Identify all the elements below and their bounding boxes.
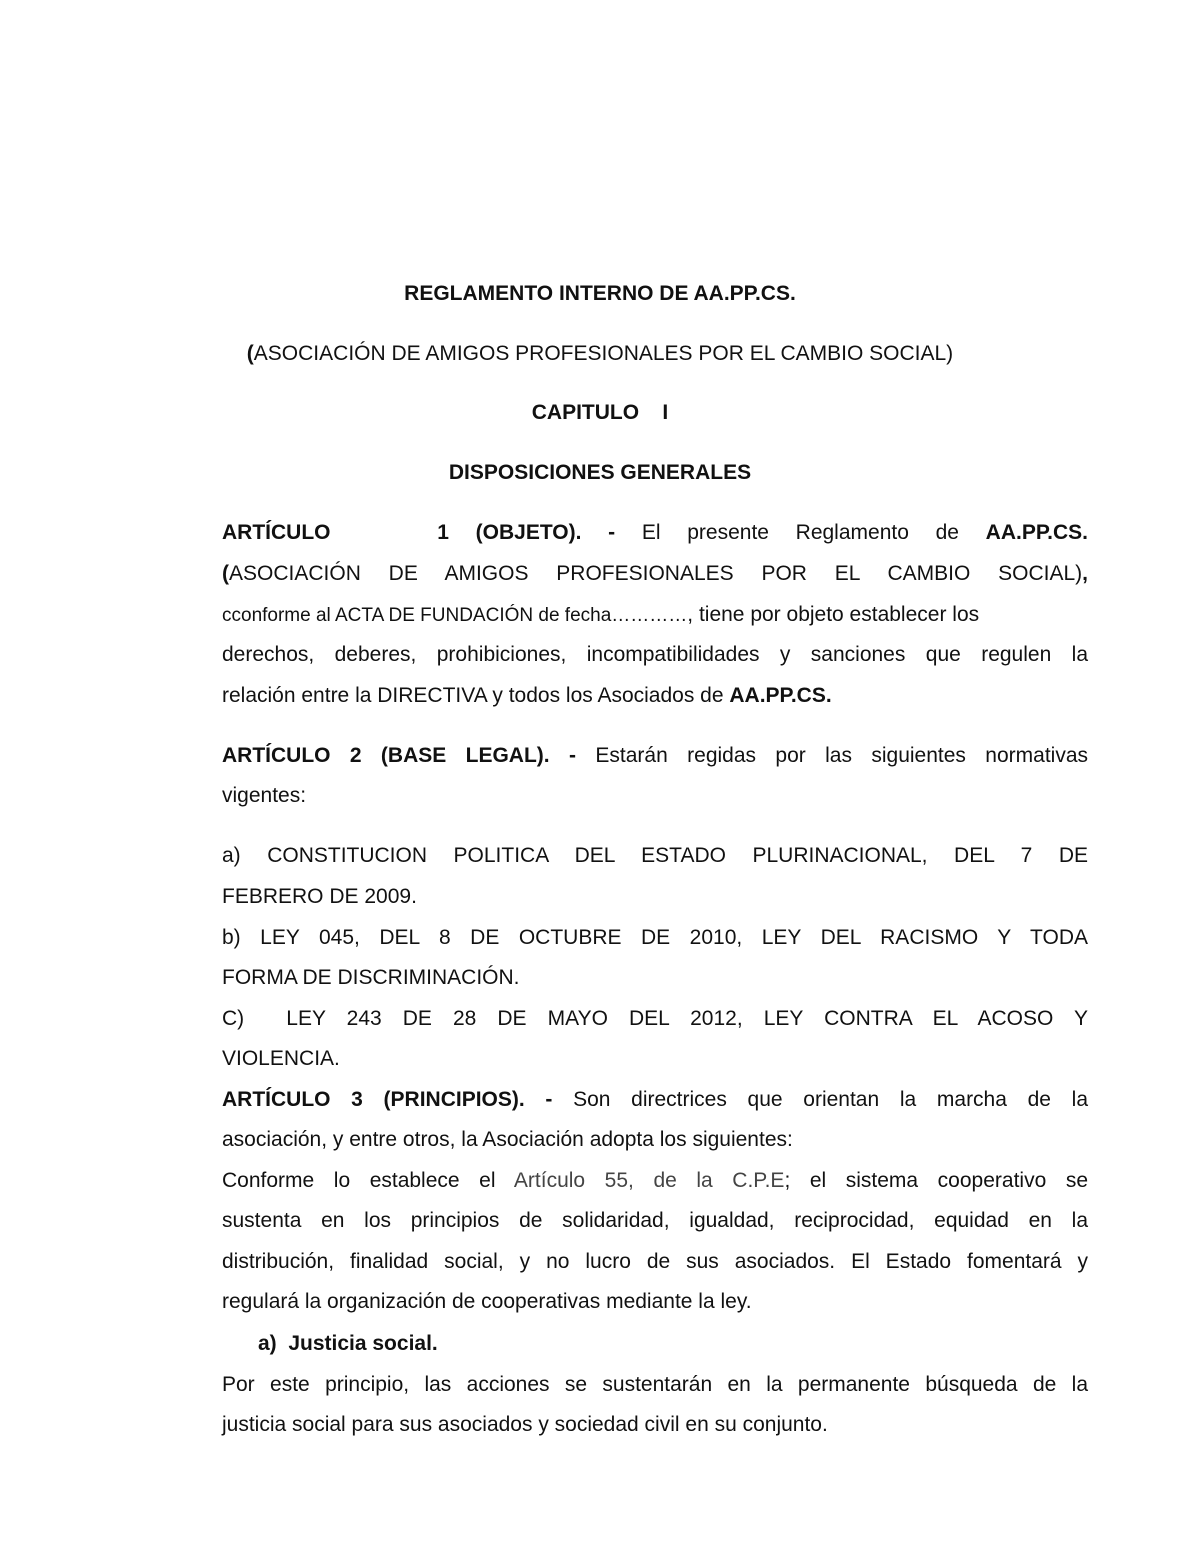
cpe-paragraph-line-2: sustenta en los principios de solidaridad, igualdad, reciprocidad, equidad en la: [222, 1209, 1088, 1232]
article-1-line-2: (ASOCIACIÓN DE AMIGOS PROFESIONALES POR EL CAMBIO SOCIAL),: [222, 562, 1088, 585]
cpe-paragraph-line-1: Conforme lo establece el Artículo 55, de la C.P.E; el sistema cooperativo se: [222, 1169, 1088, 1192]
article-3-line-1: ARTÍCULO 3 (PRINCIPIOS). - Son directrices que orientan la marcha de la: [222, 1088, 1089, 1111]
principle-a-line-2: justicia social para sus asociados y sociedad civil en su conjunto.: [222, 1413, 828, 1436]
article-1-line-1: ARTÍCULO 1 (OBJETO). - El presente Reglamento de AA.PP.CS.: [222, 521, 1088, 544]
principle-a-line-1: Por este principio, las acciones se sustentarán en la permanente búsqueda de la: [222, 1373, 1088, 1396]
article-2-line-2: vigentes:: [222, 784, 307, 807]
document-title: REGLAMENTO INTERNO DE AA.PP.CS.: [404, 282, 796, 305]
legal-item-c-line-2: VIOLENCIA.: [222, 1047, 340, 1070]
legal-item-a-line-1: a) CONSTITUCION POLITICA DEL ESTADO PLURINACIONAL, DEL 7 DE: [222, 844, 1088, 867]
legal-item-b-line-1: b) LEY 045, DEL 8 DE OCTUBRE DE 2010, LEY DEL RACISMO Y TODA: [222, 926, 1088, 949]
legal-item-b-line-2: FORMA DE DISCRIMINACIÓN.: [222, 966, 520, 989]
cpe-article-reference: Artículo 55, de la C.P.E: [513, 1169, 785, 1192]
article-2-line-1: ARTÍCULO 2 (BASE LEGAL). - Estarán regidas por las siguientes normativas: [222, 744, 1089, 767]
legal-item-c-line-1: C) LEY 243 DE 28 DE MAYO DEL 2012, LEY CONTRA EL ACOSO Y: [222, 1007, 1088, 1030]
cpe-paragraph-line-4: regulará la organización de cooperativas mediante la ley.: [222, 1290, 752, 1313]
document-subtitle: (ASOCIACIÓN DE AMIGOS PROFESIONALES POR EL CAMBIO SOCIAL): [246, 342, 954, 365]
article-1-line-4: derechos, deberes, prohibiciones, incompatibilidades y sanciones que regulen la: [222, 643, 1088, 666]
article-3-line-2: asociación, y entre otros, la Asociación adopta los siguientes:: [222, 1128, 793, 1151]
cpe-paragraph-line-3: distribución, finalidad social, y no lucro de sus asociados. El Estado fomentará y: [222, 1250, 1088, 1273]
legal-item-a-line-2: FEBRERO DE 2009.: [222, 885, 417, 908]
article-1-line-5: relación entre la DIRECTIVA y todos los Asociados de AA.PP.CS.: [222, 684, 832, 707]
section-heading: DISPOSICIONES GENERALES: [448, 461, 752, 484]
article-1-line-3: cconforme al ACTA DE FUNDACIÓN de fecha…………, tiene por objeto establecer los: [222, 603, 980, 626]
chapter-heading: CAPITULO I: [531, 401, 669, 424]
principle-a-heading: a) Justicia social.: [258, 1332, 438, 1355]
